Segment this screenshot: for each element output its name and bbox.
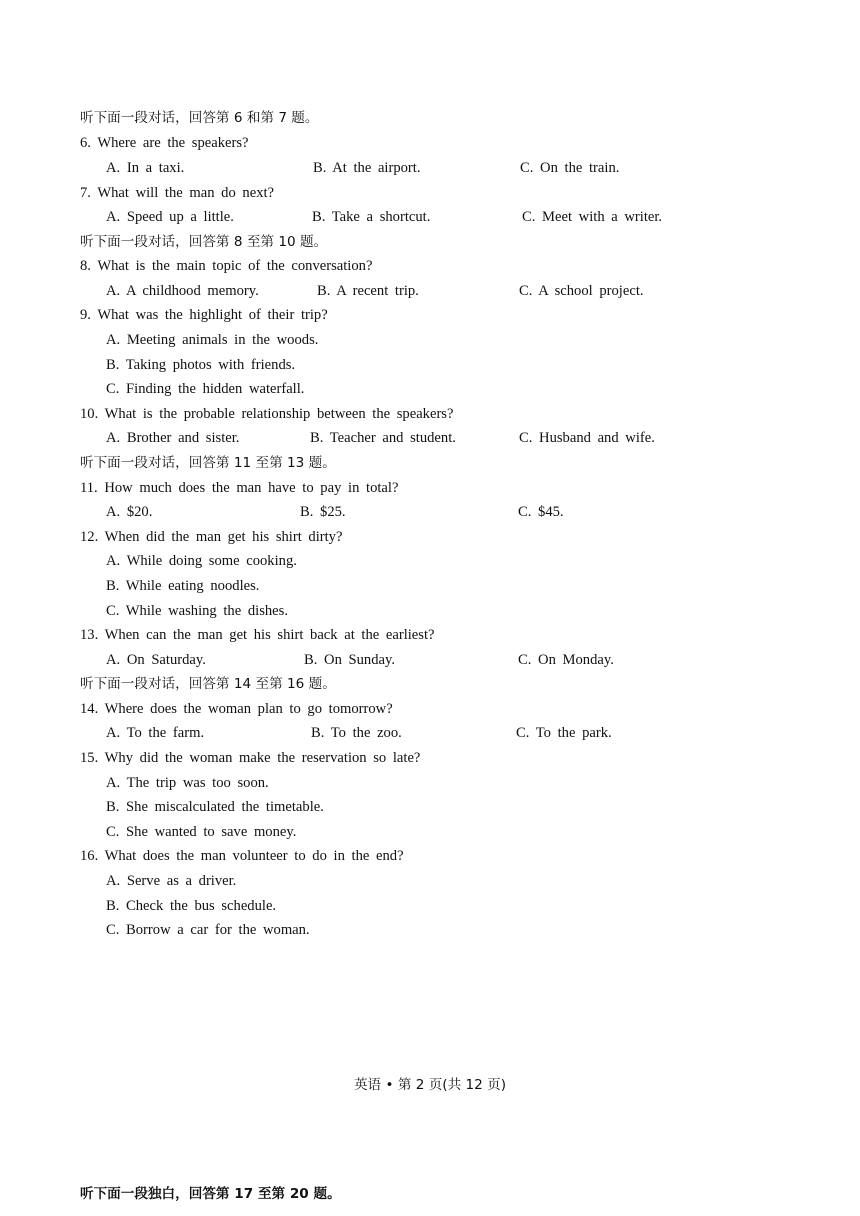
option-row (0, 549, 860, 573)
options-row (0, 205, 860, 229)
question-13 (0, 623, 860, 647)
question-text: 16. What does the man volunteer to do in the end? (80, 848, 404, 864)
page-footer: 英语 • 第 2 页(共 12 页) (353, 1077, 507, 1093)
option-b: B. To the zoo. (311, 725, 402, 741)
option-c: C. On Monday. (518, 652, 614, 668)
option-c: C. Borrow a car for the woman. (106, 922, 310, 938)
option-row (0, 328, 860, 352)
option-row (0, 820, 860, 844)
option-a: A. The trip was too soon. (106, 775, 269, 791)
option-row (0, 894, 860, 918)
option-b: B. Take a shortcut. (312, 209, 431, 225)
option-row (0, 599, 860, 623)
question-10 (0, 402, 860, 426)
option-a: A. Speed up a little. (106, 209, 234, 225)
option-b: B. $25. (300, 504, 346, 520)
option-b: B. At the airport. (313, 160, 421, 176)
option-a: A. While doing some cooking. (106, 553, 297, 569)
question-text: 13. When can the man get his shirt back at the earliest? (80, 627, 435, 643)
question-text: 14. Where does the woman plan to go tomorrow? (80, 701, 393, 717)
option-b: B. She miscalculated the timetable. (106, 799, 324, 815)
option-b: B. A recent trip. (317, 283, 419, 299)
option-c: C. Finding the hidden waterfall. (106, 381, 305, 397)
option-b: B. Teacher and student. (310, 430, 456, 446)
option-a: A. On Saturday. (106, 652, 206, 668)
option-a: A. Serve as a driver. (106, 873, 237, 889)
option-row (0, 869, 860, 893)
question-12 (0, 525, 860, 549)
option-b: B. On Sunday. (304, 652, 395, 668)
option-c: C. Meet with a writer. (522, 209, 663, 225)
options-row (0, 648, 860, 672)
question-text: 15. Why did the woman make the reservation so late? (80, 750, 421, 766)
option-row (0, 353, 860, 377)
section-instruction: 听下面一段对话，回答第 14 至第 16 题。 (80, 676, 336, 692)
option-c: C. Husband and wife. (519, 430, 655, 446)
question-14 (0, 697, 860, 721)
question-text: 8. What is the main topic of the conversation? (80, 258, 373, 274)
question-16 (0, 844, 860, 868)
option-a: A. $20. (106, 504, 153, 520)
option-row (0, 771, 860, 795)
section-instruction: 听下面一段对话，回答第 6 和第 7 题。 (80, 110, 319, 126)
question-6 (0, 131, 860, 155)
question-text: 11. How much does the man have to pay in total? (80, 480, 399, 496)
option-row (0, 795, 860, 819)
option-a: A. Brother and sister. (106, 430, 240, 446)
option-b: B. Check the bus schedule. (106, 898, 277, 914)
option-c: C. $45. (518, 504, 564, 520)
question-11 (0, 476, 860, 500)
options-row (0, 279, 860, 303)
option-a: A. To the farm. (106, 725, 205, 741)
question-8 (0, 254, 860, 278)
question-text: 12. When did the man get his shirt dirty? (80, 529, 343, 545)
option-c: C. She wanted to save money. (106, 824, 297, 840)
option-b: B. While eating noodles. (106, 578, 260, 594)
options-row (0, 156, 860, 180)
option-a: A. A childhood memory. (106, 283, 259, 299)
options-row (0, 500, 860, 524)
option-a: A. In a taxi. (106, 160, 185, 176)
question-15 (0, 746, 860, 770)
option-c: C. While washing the dishes. (106, 603, 288, 619)
option-c: C. A school project. (519, 283, 644, 299)
section-instruction: 听下面一段对话，回答第 8 至第 10 题。 (80, 234, 328, 250)
question-text: 6. Where are the speakers? (80, 135, 249, 151)
options-row (0, 426, 860, 450)
option-row (0, 377, 860, 401)
option-c: C. On the train. (520, 160, 620, 176)
option-a: A. Meeting animals in the woods. (106, 332, 319, 348)
question-text: 10. What is the probable relationship between the speakers? (80, 406, 454, 422)
section-instruction: 听下面一段对话，回答第 11 至第 13 题。 (80, 455, 336, 471)
options-row (0, 721, 860, 745)
option-row (0, 918, 860, 942)
question-text: 7. What will the man do next? (80, 185, 275, 201)
option-row (0, 574, 860, 598)
option-b: B. Taking photos with friends. (106, 357, 296, 373)
question-7 (0, 181, 860, 205)
question-text: 9. What was the highlight of their trip? (80, 307, 328, 323)
option-c: C. To the park. (516, 725, 612, 741)
section-instruction-bold: 听下面一段独白，回答第 17 至第 20 题。 (80, 1186, 341, 1202)
question-9 (0, 303, 860, 327)
